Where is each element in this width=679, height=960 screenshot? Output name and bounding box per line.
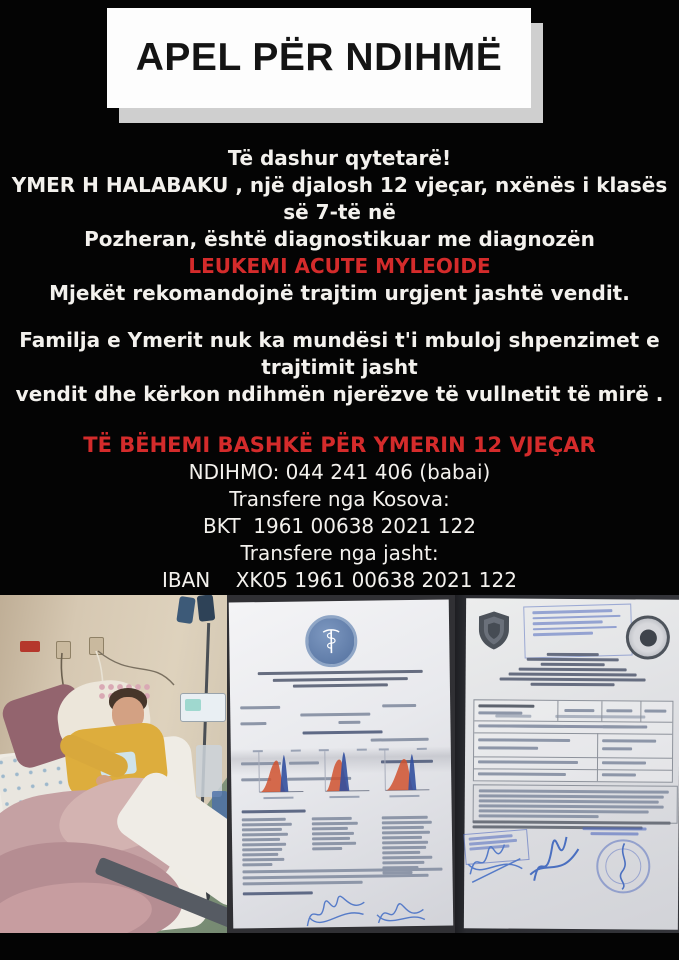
- iban-line: IBAN XK05 1961 00638 2021 122: [162, 568, 517, 592]
- call-to-action: TË BËHEMI BASHKË PËR YMERIN 12 VJEÇAR: [83, 433, 596, 457]
- bank-account-line: BKT 1961 00638 2021 122: [203, 514, 476, 538]
- blurred-text-line: [644, 710, 666, 713]
- transfer-abroad-label: Transfere nga jasht:: [240, 541, 439, 565]
- blurred-text-line: [300, 713, 370, 716]
- blurred-text-line: [533, 625, 617, 630]
- signature: [526, 829, 582, 893]
- blurred-text-line: [479, 814, 599, 817]
- report-paper: [229, 599, 454, 928]
- blurred-text-line: [382, 836, 422, 839]
- table-divider: [597, 733, 598, 781]
- rectangular-stamp-icon: [523, 604, 632, 659]
- poster-title: APEL PËR NDIHMË: [135, 36, 503, 79]
- signature: [610, 841, 640, 891]
- shield-emblem-icon: [478, 610, 510, 650]
- wall-alarm-device: [20, 641, 40, 652]
- title-banner: [107, 8, 531, 108]
- blurred-text-line: [312, 822, 358, 825]
- marker-column: [242, 818, 293, 866]
- stamp-caption-line: [583, 827, 647, 830]
- blurred-text-line: [473, 820, 671, 824]
- family-line-1: Familja e Ymerit nuk ka mundësi t'i mbuloj shpenzimet e trajtimit jasht: [19, 328, 667, 379]
- blurred-text-line: [242, 833, 288, 836]
- blurred-text-line: [382, 821, 432, 824]
- blurred-text-line: [242, 853, 278, 856]
- blurred-text-line: [382, 816, 428, 819]
- flow-histogram: [377, 746, 432, 801]
- photo-boy-hospital: [0, 595, 227, 933]
- iv-bag-icon: [197, 595, 216, 622]
- signature: [372, 893, 430, 933]
- blurred-text-line: [547, 653, 599, 656]
- blurred-text-line: [606, 709, 632, 712]
- blurred-text-line: [602, 747, 632, 750]
- blurred-text-line: [242, 823, 292, 826]
- table-divider: [474, 756, 672, 758]
- blurred-text-line: [312, 817, 352, 820]
- blurred-text-line: [312, 832, 354, 835]
- table-divider: [557, 701, 558, 721]
- blurred-text-line: [478, 746, 538, 749]
- table-divider: [474, 732, 672, 734]
- blurred-text-line: [479, 799, 659, 803]
- blurred-text-line: [243, 874, 429, 879]
- report-header-lines: [230, 669, 450, 688]
- blurred-text-line: [382, 841, 428, 844]
- infusion-pump: [180, 693, 226, 722]
- stamp-caption-line: [591, 832, 639, 835]
- blurred-text-line: [257, 670, 422, 675]
- blurred-text-line: [527, 658, 619, 662]
- signature: [466, 834, 526, 886]
- antigens-label-line: [242, 809, 306, 813]
- marker-column: [312, 817, 358, 850]
- pole-equipment: [196, 745, 222, 797]
- caduceus-glyph: [320, 627, 342, 655]
- diagnosis-text: LEUKEMI ACUTE MYLEOIDE: [188, 254, 491, 278]
- form-paper: [464, 598, 679, 929]
- family-line-2: vendit dhe kërkon ndihmën njerëzve të vullnetit të mirë .: [15, 382, 664, 406]
- flow-histogram: [251, 748, 306, 803]
- blurred-text-line: [292, 683, 387, 687]
- blurred-text-line: [602, 739, 656, 742]
- blurred-text-line: [242, 838, 280, 841]
- table-divider: [474, 768, 672, 770]
- appeal-text: [0, 145, 679, 648]
- blurred-text-line: [533, 614, 621, 619]
- blurred-text-line: [541, 663, 605, 666]
- blurred-text-line: [242, 843, 286, 846]
- blurred-text-line: [382, 846, 426, 849]
- document-lab-report: [227, 595, 455, 933]
- blurred-text-line: [242, 858, 284, 861]
- blurred-text-line: [479, 804, 664, 808]
- blurred-text-line: [312, 827, 348, 830]
- table-divider: [601, 701, 602, 721]
- blurred-text-line: [242, 848, 282, 851]
- blurred-text-line: [382, 851, 420, 854]
- blurred-text-line: [272, 677, 407, 682]
- blurred-text-line: [479, 809, 649, 813]
- blurred-text-line: [242, 863, 272, 866]
- blurred-text-line: [240, 722, 266, 725]
- blurred-text-line: [532, 609, 612, 614]
- blurred-text-line: [533, 620, 603, 624]
- blurred-text-line: [312, 847, 342, 850]
- blurred-text-line: [478, 711, 522, 714]
- blurred-text-line: [602, 761, 646, 764]
- blurred-text-line: [479, 789, 669, 793]
- blurred-text-line: [303, 730, 383, 734]
- blurred-text-line: [519, 668, 627, 672]
- blurred-text-line: [478, 738, 570, 741]
- doctors-line: Mjekët rekomandojnë trajtim urgjent jashtë vendit.: [49, 281, 630, 305]
- blurred-text-line: [564, 709, 594, 712]
- blurred-text-line: [382, 704, 416, 707]
- blurred-text-line: [478, 704, 534, 707]
- photo-strip: [0, 595, 679, 933]
- document-official-form: [455, 595, 679, 933]
- blurred-text-line: [509, 673, 637, 677]
- blurred-text-line: [531, 683, 615, 687]
- blurred-text-line: [338, 721, 360, 724]
- transfer-kosovo-label: Transfere nga Kosova:: [229, 487, 450, 511]
- marker-column: [382, 816, 433, 874]
- blurred-text-line: [382, 826, 424, 829]
- blurred-text-line: [242, 818, 286, 821]
- blurred-text-line: [382, 856, 432, 859]
- table-divider: [474, 720, 672, 722]
- patient-line-2: Pozheran, është diagnostikuar me diagnozën: [84, 227, 595, 251]
- blurred-text-line: [312, 837, 350, 840]
- pump-screen: [185, 699, 201, 711]
- caduceus-seal-icon: [305, 615, 358, 668]
- blurred-text-line: [243, 881, 363, 885]
- blurred-text-line: [479, 794, 664, 798]
- blurred-text-line: [371, 738, 429, 741]
- blurred-text-line: [533, 632, 593, 636]
- blurred-text-line: [500, 677, 646, 681]
- blurred-text-line: [478, 760, 578, 763]
- blurred-text-line: [312, 842, 356, 845]
- form-table: [473, 699, 674, 782]
- signature: [299, 886, 373, 933]
- blurred-text-line: [478, 772, 566, 775]
- flow-histogram: [317, 747, 372, 802]
- blurred-text-line: [478, 724, 564, 727]
- blurred-text-line: [382, 831, 430, 834]
- greeting-line: Të dashur qytetarë!: [227, 146, 452, 170]
- blurred-text-line: [240, 706, 280, 709]
- blurred-text-line: [242, 828, 282, 831]
- blurred-text-line: [382, 861, 424, 864]
- patient-line-1: YMER H HALABAKU , një djalosh 12 vjeçar, nxënës i klasës së 7-të në: [11, 173, 675, 224]
- blurred-text-line: [602, 773, 636, 776]
- form-header-lines: [466, 652, 679, 686]
- blurred-text-line: [602, 725, 642, 728]
- table-divider: [641, 701, 642, 721]
- phone-line: NDIHMO: 044 241 406 (babai): [188, 460, 491, 484]
- notes-box: [473, 784, 678, 823]
- seal-core: [639, 629, 656, 646]
